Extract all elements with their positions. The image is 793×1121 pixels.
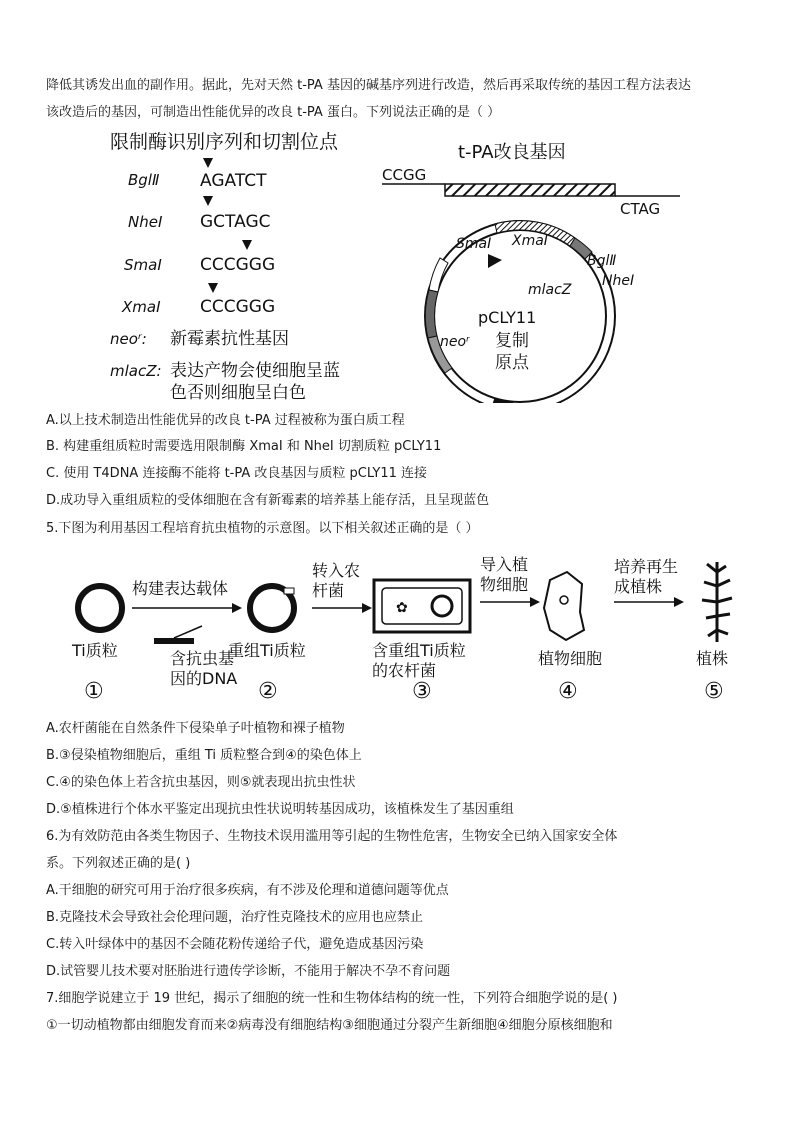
arrow-3-head	[530, 597, 540, 607]
enzyme-seq-sma: CCCGGG	[200, 255, 276, 275]
plasmid-ori-1: 复制	[495, 331, 529, 351]
q7-items: ①一切动植物都由细胞发育而来②病毒没有细胞结构③细胞通过分裂产生新细胞④细胞分原核细胞和	[46, 1018, 613, 1033]
ti-plasmid-label: Ti质粒	[72, 641, 118, 660]
enzyme-seq-bgl: AGATCT	[200, 171, 267, 191]
step4-label-2: 成植株	[614, 577, 663, 596]
arrow-2-head	[362, 603, 372, 613]
q6-stem-2: 系。下列叙述正确的是( )	[46, 856, 191, 871]
plasmid-direction-arrow	[488, 254, 502, 268]
q5-option-b: B.③侵染植物细胞后，重组 Ti 质粒整合到④的染色体上	[46, 748, 362, 763]
plasmid-name: pCLY11	[478, 308, 537, 327]
neo-label: neoʳ:	[110, 330, 147, 348]
intro-line-2: 该改造后的基因，可制造出性能优异的改良 t-PA 蛋白。下列说法正确的是（ ）	[46, 105, 501, 120]
recombinant-insert	[284, 588, 294, 594]
q4-option-a: A.以上技术制造出性能优异的改良 t-PA 过程被称为蛋白质工程	[46, 413, 405, 428]
cut-arrow-bgl	[203, 158, 213, 168]
q6-option-c: C.转入叶绿体中的基因不会随花粉传递给子代，避免造成基因污染	[46, 937, 424, 952]
plasmid-ori-2: 原点	[495, 353, 529, 373]
mlacz-label: mlacZ:	[110, 362, 162, 380]
plasmid-xma-label: XmaⅠ	[512, 233, 548, 249]
enzyme-name-bgl: BglⅡ	[128, 171, 160, 189]
q5-option-d: D.⑤植株进行个体水平鉴定出现抗虫性状说明转基因成功，该植株发生了基因重组	[46, 802, 514, 817]
cut-arrow-xma	[208, 283, 218, 293]
arrow-4-head	[674, 597, 684, 607]
cut-arrow-nhe	[203, 196, 213, 206]
q7-stem: 7.细胞学说建立于 19 世纪，揭示了细胞的统一性和生物体结构的统一性，下列符合细胞学说的是( )	[46, 991, 618, 1006]
plasmid-sma-label: SmaⅠ	[456, 236, 492, 252]
cut-arrow-sma	[242, 240, 252, 250]
agro-plasmid	[432, 596, 452, 616]
plant-cell-label: 植物细胞	[538, 649, 603, 668]
agro-inner	[382, 588, 462, 624]
num-1: ①	[84, 679, 104, 704]
q4-option-c: C. 使用 T4DNA 连接酶不能将 t-PA 改良基因与质粒 pCLY11 连接	[46, 466, 427, 481]
gene-title: t-PA改良基因	[458, 142, 566, 163]
enzyme-seq-xma: CCCGGG	[200, 297, 276, 317]
step4-label-1: 培养再生	[614, 557, 679, 576]
q4-option-d: D.成功导入重组质粒的受体细胞在含有新霉素的培养基上能存活，且呈现蓝色	[46, 493, 490, 508]
num-5: ⑤	[704, 679, 724, 704]
agro-label-1: 含重组Ti质粒	[372, 641, 466, 660]
agro-label-2: 的农杆菌	[372, 661, 437, 680]
dna-pointer	[174, 626, 202, 638]
agro-chromosome-icon: ✿	[396, 600, 408, 616]
transgenic-plant-figure	[62, 552, 752, 707]
enzyme-name-nhe: NheⅠ	[128, 213, 163, 231]
gene-hatched-box	[445, 184, 615, 196]
plasmid-nhe-label: NheⅠ	[602, 273, 635, 289]
q5-stem: 5.下图为利用基因工程培育抗虫植物的示意图。以下相关叙述正确的是（ ）	[46, 521, 479, 536]
mlacz-text-2: 色否则细胞呈白色	[170, 383, 306, 403]
restriction-enzyme-figure	[100, 128, 720, 403]
q6-option-b: B.克隆技术会导致社会伦理问题，治疗性克隆技术的应用也应禁止	[46, 910, 424, 925]
dna-strand	[154, 638, 194, 644]
plant-icon	[702, 562, 732, 642]
gene-left-seq: CCGG	[382, 166, 427, 184]
q6-option-a: A.干细胞的研究可用于治疗很多疾病，有不涉及伦理和道德问题等优点	[46, 883, 449, 898]
step1-label: 构建表达载体	[132, 579, 229, 598]
num-4: ④	[558, 679, 578, 704]
enzyme-name-sma: SmaⅠ	[124, 256, 162, 274]
dna-label-2: 因的DNA	[170, 669, 238, 688]
gene-right-seq: CTAG	[620, 200, 661, 218]
plasmid-bgl-label: BglⅡ	[587, 253, 617, 269]
intro-line-1: 降低其诱发出血的副作用。据此，先对天然 t-PA 基因的碱基序列进行改造，然后再采取传统的基因工程方法表达	[46, 78, 691, 93]
q5-option-a: A.农杆菌能在自然条件下侵染单子叶植物和裸子植物	[46, 721, 345, 736]
neo-segment-dark	[425, 290, 438, 338]
plasmid-neo-label: neoʳ	[440, 334, 470, 350]
q4-option-b: B. 构建重组质粒时需要选用限制酶 XmaI 和 NheI 切割质粒 pCLY11	[46, 439, 442, 454]
arrow-1-head	[232, 603, 242, 613]
enzyme-name-xma: XmaⅠ	[122, 298, 161, 316]
step2-label-1: 转入农	[312, 561, 361, 580]
q6-option-d: D.试管婴儿技术要对胚胎进行遗传学诊断，不能用于解决不孕不育问题	[46, 964, 451, 979]
mlacz-text-1: 表达产物会使细胞呈蓝	[170, 361, 340, 381]
enzyme-seq-nhe: GCTAGC	[200, 212, 271, 232]
recombinant-label: 重组Ti质粒	[228, 641, 306, 660]
plant-label: 植株	[696, 649, 729, 668]
plasmid-mlacz-label: mlacZ	[528, 282, 572, 298]
q6-stem-1: 6.为有效防范由各类生物因子、生物技术误用滥用等引起的生物性危害，生物安全已纳入国家安全体	[46, 829, 618, 844]
step2-label-2: 杆菌	[312, 581, 345, 600]
plant-cell-nucleus	[560, 596, 568, 604]
ti-plasmid-ring	[78, 586, 122, 630]
enzyme-title: 限制酶识别序列和切割位点	[110, 131, 339, 153]
num-3: ③	[412, 679, 432, 704]
plant-cell-shape	[544, 572, 584, 640]
dna-label-1: 含抗虫基	[170, 649, 235, 668]
num-2: ②	[258, 679, 278, 704]
step3-label-2: 物细胞	[480, 575, 529, 594]
step3-label-1: 导入植	[480, 555, 529, 574]
q5-option-c: C.④的染色体上若含抗虫基因，则⑤就表现出抗虫性状	[46, 775, 356, 790]
neo-text: 新霉素抗性基因	[170, 329, 289, 349]
